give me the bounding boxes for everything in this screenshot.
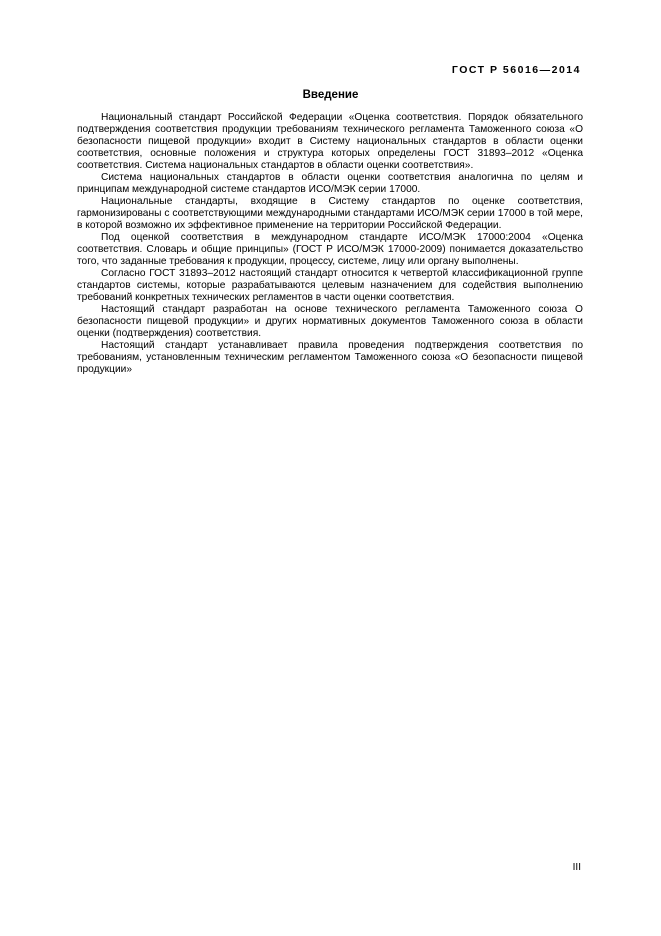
paragraph: Настоящий стандарт устанавливает правила проведения подтверждения соответствия по требованиям, установленным техническим регламентом Таможенного союза «О безопасности пищевой продукции» [77, 340, 583, 375]
paragraph: Согласно ГОСТ 31893–2012 настоящий стандарт относится к четвертой классификационной группе стандартов системы, которые разрабатываются целевым назначением для содействия выполнению требований конкретных технических регламентов в части оценки соответствия. [77, 268, 583, 303]
paragraph: Под оценкой соответствия в международном стандарте ИСО/МЭК 17000:2004 «Оценка соответствия. Словарь и общие принципы» (ГОСТ Р ИСО/МЭК 17000-2009) понимается доказательство того, что заданные требования к продукции, процессу, системе, лицу или органу выполнены. [77, 232, 583, 267]
paragraph: Национальные стандарты, входящие в Систему стандартов по оценке соответствия, гармонизированы с соответствующими международными стандартами ИСО/МЭК серии 17000 в той мере, в которой возможно их эффективное применение на территории Российской Федерации. [77, 196, 583, 231]
section-title: Введение [302, 89, 359, 101]
page-number: III [572, 862, 581, 873]
document-code: ГОСТ Р 56016—2014 [451, 64, 581, 76]
paragraph: Настоящий стандарт разработан на основе технического регламента Таможенного союза О безопасности пищевой продукции» и других нормативных документов Таможенного союза в области оценки (подтверждения) соответствия. [77, 304, 583, 339]
body-text [77, 112, 583, 376]
paragraph: Система национальных стандартов в области оценки соответствия аналогична по целям и принципам международной системе стандартов ИСО/МЭК серии 17000. [77, 172, 583, 195]
paragraph: Национальный стандарт Российской Федерации «Оценка соответствия. Порядок обязательного подтверждения соответствия продукции требованиям технического регламента Таможенного союза «О безопасности пищевой продукции» входит в Систему национальных стандартов в области оценки соответствия, основные положения и структура которых определены ГОСТ 31893–2012 «Оценка соответствия. Система национальных стандартов в области оценки соответствия». [77, 112, 583, 171]
